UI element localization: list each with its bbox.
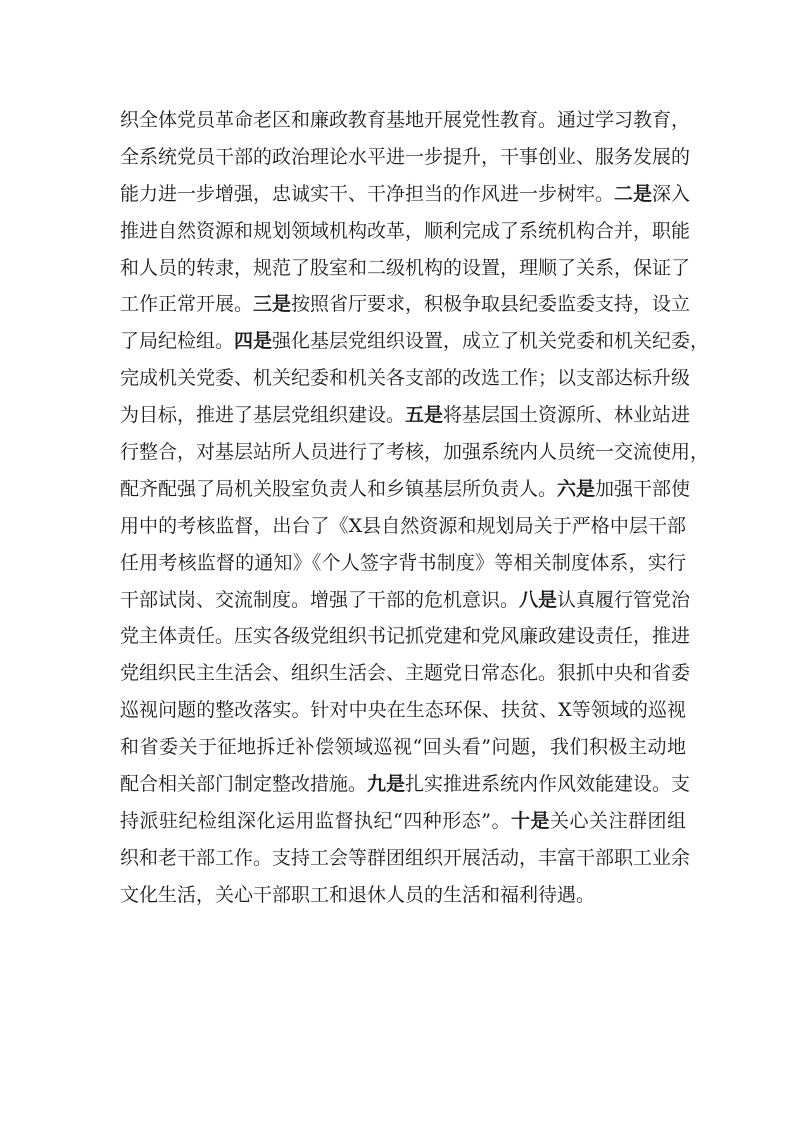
paragraph-line: 行整合，对基层站所人员进行了考核，加强系统内人员统一交流使用， (120, 441, 710, 464)
emphasis-marker: 八是 (519, 588, 558, 611)
paragraph-line: 全系统党员干部的政治理论水平进一步提升，干事创业、服务发展的 (120, 145, 691, 168)
paragraph-line: 党组织民主生活会、组织生活会、主题党日常态化。狠抓中央和省委 (120, 662, 691, 685)
paragraph-line: 用中的考核监督，出台了《X县自然资源和规划局关于严格中层干部 (120, 514, 686, 537)
paragraph-line: 巡视问题的整改落实。针对中央在生态环保、扶贫、X等领域的巡视 (120, 699, 686, 722)
paragraph-line: 了局纪检组。四是强化基层党组织设置，成立了机关党委和机关纪委， (120, 330, 710, 353)
emphasis-marker: 二是 (614, 182, 653, 205)
paragraph-line: 织全体党员革命老区和廉政教育基地开展党性教育。通过学习教育， (120, 109, 691, 131)
paragraph-line: 推进自然资源和规划领域机构改革，顺利完成了系统机构合并，职能 (120, 219, 691, 242)
paragraph-line: 配合相关部门制定整改措施。九是扎实推进系统内作风效能建设。支 (120, 773, 691, 796)
paragraph-line: 和人员的转隶，规范了股室和二级机构的设置，理顺了关系，保证了 (120, 256, 691, 279)
paragraph-line: 为目标，推进了基层党组织建设。五是将基层国土资源所、林业站进 (120, 404, 691, 427)
document-body (120, 102, 710, 914)
paragraph-line: 文化生活，关心干部职工和退休人员的生活和福利待遇。 (120, 883, 596, 906)
emphasis-marker: 十是 (510, 809, 550, 832)
emphasis-marker: 六是 (557, 477, 596, 500)
emphasis-marker: 九是 (367, 773, 406, 796)
paragraph-line: 工作正常开展。三是按照省厅要求，积极争取县纪委监委支持，设立 (120, 293, 691, 316)
emphasis-marker: 三是 (253, 293, 292, 316)
paragraph-line: 能力进一步增强，忠诚实干、干净担当的作风进一步树牢。二是深入 (120, 182, 691, 205)
paragraph-line: 任用考核监督的通知》《个人签字背书制度》等相关制度体系，实行 (120, 551, 686, 574)
paragraph-line: 完成机关党委、机关纪委和机关各支部的改选工作；以支部达标升级 (120, 367, 691, 390)
paragraph-line: 党主体责任。压实各级党组织书记抓党建和党风廉政建设责任，推进 (120, 625, 691, 648)
paragraph-line: 持派驻纪检组深化运用监督执纪“四种形态”。十是关心关注群团组 (120, 809, 686, 832)
paragraph-line: 和省委关于征地拆迁补偿领域巡视“回头看”问题，我们积极主动地 (120, 736, 686, 759)
paragraph-line: 配齐配强了局机关股室负责人和乡镇基层所负责人。六是加强干部使 (120, 477, 691, 500)
emphasis-marker: 五是 (405, 404, 444, 427)
paragraph-line: 干部试岗、交流制度。增强了干部的危机意识。八是认真履行管党治 (120, 588, 691, 611)
paragraph-line: 织和老干部工作。支持工会等群团组织开展活动，丰富干部职工业余 (120, 846, 691, 869)
emphasis-marker: 四是 (234, 330, 273, 353)
